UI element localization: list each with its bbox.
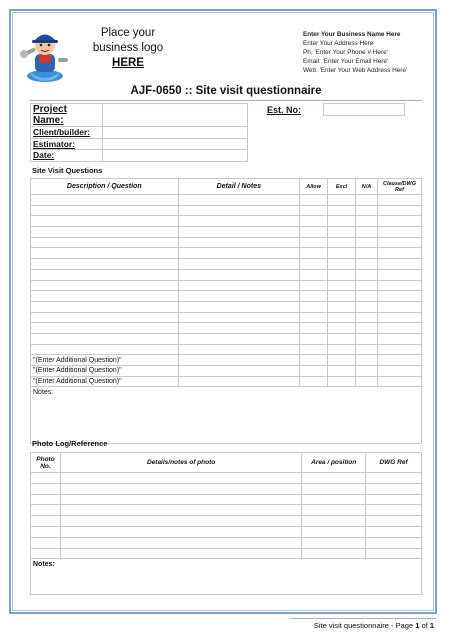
page-footer bbox=[314, 621, 434, 630]
project-info-table bbox=[30, 103, 248, 162]
photo-row[interactable] bbox=[31, 548, 422, 559]
photo-row[interactable] bbox=[31, 516, 422, 527]
plumber-mascot-icon bbox=[18, 24, 74, 84]
photo-row[interactable] bbox=[31, 526, 422, 537]
client-label: Client/builder: bbox=[31, 127, 103, 139]
additional-question-row[interactable] bbox=[31, 366, 422, 377]
footer-total: 1 bbox=[429, 621, 434, 630]
estimator-field[interactable] bbox=[103, 138, 248, 150]
col-description: Description / Question bbox=[31, 179, 179, 195]
photo-row[interactable] bbox=[31, 494, 422, 505]
col-detail: Detail / Notes bbox=[178, 179, 300, 195]
col-area: Area / position bbox=[302, 453, 366, 473]
estimate-number-table bbox=[265, 103, 405, 116]
photo-notes[interactable]: Notes: bbox=[31, 559, 422, 595]
question-row[interactable] bbox=[31, 237, 422, 248]
business-name[interactable]: Enter Your Business Name Here bbox=[303, 31, 401, 38]
additional-question-1[interactable]: "(Enter Additional Question)" bbox=[31, 355, 179, 366]
footer-page: 1 bbox=[415, 621, 420, 630]
questions-section-title: Site Visit Questions bbox=[32, 166, 103, 175]
logo-line-1: Place your bbox=[100, 27, 156, 39]
client-field[interactable] bbox=[103, 127, 248, 139]
questions-table bbox=[30, 178, 422, 444]
est-no-field[interactable] bbox=[323, 104, 405, 116]
question-row[interactable] bbox=[31, 312, 422, 323]
question-row[interactable] bbox=[31, 291, 422, 302]
col-excl: Excl bbox=[328, 179, 356, 195]
logo-placeholder-text bbox=[74, 26, 182, 71]
question-row[interactable] bbox=[31, 195, 422, 206]
photo-row[interactable] bbox=[31, 473, 422, 484]
business-address[interactable]: Enter Your Address Here bbox=[303, 40, 374, 47]
date-label: Date: bbox=[31, 150, 103, 162]
business-phone[interactable]: Ph. 'Enter Your Phone # Here' bbox=[303, 49, 388, 56]
logo-line-3: HERE bbox=[112, 57, 144, 69]
question-row[interactable] bbox=[31, 227, 422, 238]
col-allow: Allow bbox=[300, 179, 328, 195]
footer-text: Site visit questionnaire - Page bbox=[313, 621, 416, 630]
question-row[interactable] bbox=[31, 323, 422, 334]
question-row[interactable] bbox=[31, 269, 422, 280]
date-field[interactable] bbox=[103, 150, 248, 162]
question-row[interactable] bbox=[31, 259, 422, 270]
question-row[interactable] bbox=[31, 344, 422, 355]
footer-of: of bbox=[419, 621, 430, 630]
question-row[interactable] bbox=[31, 333, 422, 344]
questions-notes[interactable]: Notes: bbox=[31, 387, 422, 444]
photo-row[interactable] bbox=[31, 537, 422, 548]
project-name-label: Project Name: bbox=[31, 104, 103, 127]
estimator-label: Estimator: bbox=[31, 138, 103, 150]
est-no-label: Est. No: bbox=[267, 104, 302, 115]
business-email[interactable]: Email: 'Enter Your Email Here' bbox=[303, 58, 389, 65]
photo-row[interactable] bbox=[31, 505, 422, 516]
additional-question-2[interactable]: "(Enter Additional Question)" bbox=[31, 366, 179, 377]
col-dwg-ref: DWG Ref bbox=[366, 453, 422, 473]
business-web[interactable]: Web: 'Enter Your Web Address Here' bbox=[303, 67, 408, 74]
photo-row[interactable] bbox=[31, 483, 422, 494]
question-row[interactable] bbox=[31, 205, 422, 216]
question-row[interactable] bbox=[31, 301, 422, 312]
logo-block bbox=[18, 24, 178, 84]
question-row[interactable] bbox=[31, 248, 422, 259]
additional-question-3[interactable]: "(Enter Additional Question)" bbox=[31, 376, 179, 387]
col-photo-details: Details/notes of photo bbox=[60, 453, 301, 473]
title-divider bbox=[30, 100, 422, 101]
question-row[interactable] bbox=[31, 280, 422, 291]
business-details bbox=[303, 30, 438, 75]
col-photo-no: Photo No. bbox=[31, 453, 61, 473]
col-na: N/A bbox=[356, 179, 378, 195]
logo-line-2: business logo bbox=[92, 42, 164, 54]
photo-section-title: Photo Log/Reference bbox=[32, 439, 108, 448]
photo-log-table bbox=[30, 452, 422, 595]
footer-divider bbox=[290, 618, 436, 619]
col-clause: Clause/DWG Ref bbox=[377, 179, 421, 195]
question-row[interactable] bbox=[31, 216, 422, 227]
page-title: AJF-0650 :: Site visit questionnaire bbox=[130, 85, 322, 97]
additional-question-row[interactable] bbox=[31, 376, 422, 387]
project-name-field[interactable] bbox=[103, 104, 248, 127]
additional-question-row[interactable] bbox=[31, 355, 422, 366]
